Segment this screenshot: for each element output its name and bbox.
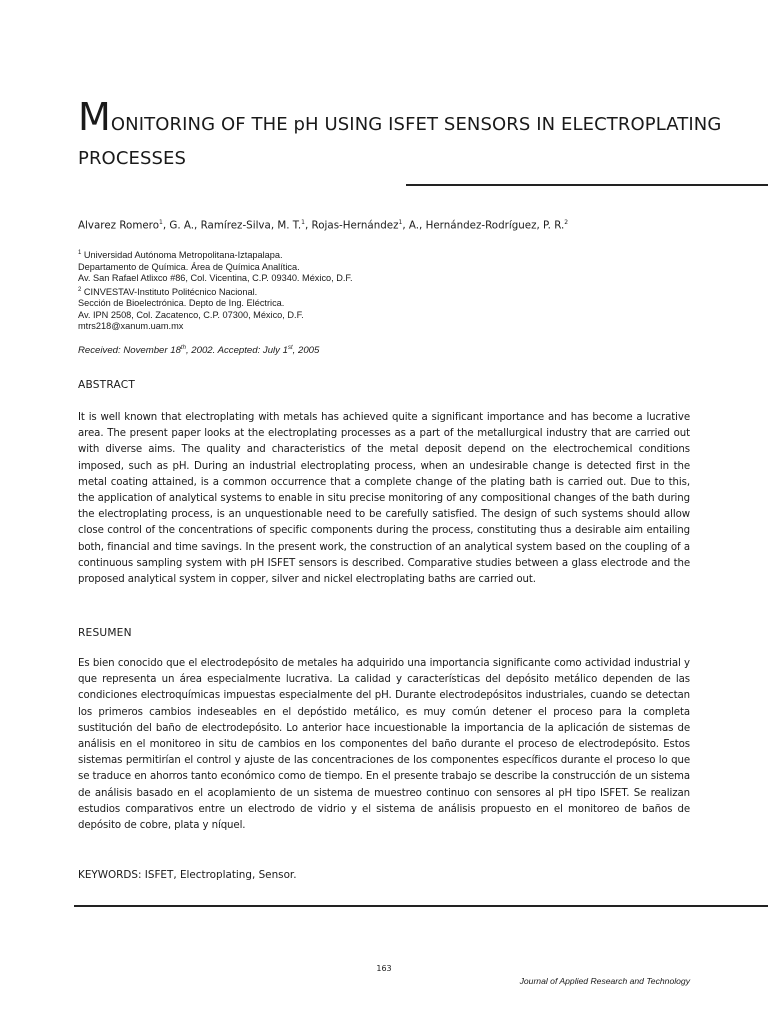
received-text: Received: November 18 [78, 345, 181, 357]
accepted-sup: st [287, 345, 293, 351]
affiliations [78, 248, 738, 333]
received-sup: th [180, 345, 186, 351]
affiliation-line [78, 248, 738, 262]
title-line1: ONITORING OF THE pH USING ISFET SENSORS IN ELECTROPLATING [110, 114, 722, 135]
author-3-sup: 1 [398, 219, 403, 226]
author-1-sup: 1 [159, 219, 163, 226]
affiliation-sup-1: 1 [78, 250, 82, 256]
author-2-sup: 1 [301, 219, 305, 226]
title-drop-cap: M [78, 95, 111, 139]
affiliation-line: Av. San Rafael Atlixco #86, Col. Vicentina, C.P. 09340. México, D.F. [78, 273, 353, 284]
author-4-sup: 2 [564, 219, 569, 226]
author-3: , Rojas-Hernández [304, 219, 399, 232]
resumen-heading: RESUMEN [78, 627, 132, 639]
page-number: 163 [376, 964, 392, 973]
bottom-rule [74, 905, 768, 907]
title-rule [406, 184, 768, 186]
abstract-text: It is well known that electroplating with metals has achieved quite a significant importance and has become a lucrative area. The present paper looks at the electroplating processes as a part of the metallurgical industry that are carried out with diverse aims. The quality and characteristics of the metal deposit depend on the electrochemical conditions imposed, such as pH. During an industrial electroplating process, when an undesirable change is detected first in the metal coating attained, is a common occurrence that a complete change of the plating bath is carried out. Due to this, the application of analytical systems to enable in situ precise monitoring of any compositional changes of the bath during the electroplating process, is an unquestionable need to be carefully satisfied. The design of such systems should allow close control of the concentrations of specific components during the process, constituting thus a desirable aim entailing both, financial and time savings. In the present work, the construction of an analytical system based on the coupling of a continuous sampling system with pH ISFET sensors is described. Comparative studies between a glass electrode and the proposed analytical system in copper, silver and nickel electroplating baths are carried out. [78, 412, 690, 586]
title-line2: PROCESSES [78, 148, 187, 169]
resumen-text: Es bien conocido que el electrodepósito de metales ha adquirido una importancia significante como actividad industrial y que representa un área especialmente lucrativa. La calidad y características del depósito metálico dependen de las condiciones electroquímicas impuestas especialmente del pH. Durante electrodepósitos industriales, cuando se detectan los primeros cambios indeseables en el depóstido metálico, es muy común detener el proceso para la completa sustitución del baño de electrodepósito. Lo anterior hace incuestionable la importancia de la aplicación de sistemas de análisis en el monitoreo in situ de cambios en los componentes del baño durante el proceso de electrodepósito. Estos sistemas permitirían el control y ajuste de las concentraciones de los componentes específicos durante el proceso lo que se traduce en ahorros tanto económico como de tiempo. En el presente trabajo se describe la construcción de un sistema de análisis basado en el acoplamiento de un sistema de muestreo continuo con sensores al pH tipo ISFET. Se realizan estudios comparativos entre un electrodo de vidrio y el sistema de análisis propuesto en el monitoreo de baños de depósito de cobre, plata y níquel. [78, 658, 690, 832]
affiliation-line [78, 285, 738, 299]
affiliation-line: Sección de Bioelectrónica. Depto de Ing. Eléctrica. [78, 298, 285, 309]
author-list [78, 216, 738, 232]
affiliation-text: Universidad Autónoma Metropolitana-Iztapalapa. [81, 250, 283, 261]
abstract-heading: ABSTRACT [78, 379, 135, 391]
affiliation-sup-2: 2 [78, 286, 82, 293]
accepted-year: , 2005 [292, 345, 320, 357]
paper-title [78, 95, 738, 176]
journal-name: Journal of Applied Research and Technology [519, 976, 690, 986]
affiliation-line: Departamento de Química. Área de Química Analítica. [78, 261, 300, 272]
keywords: KEYWORDS: ISFET, Electroplating, Sensor. [78, 869, 297, 881]
contact-email: mtrs218@xanum.uam.mx [78, 321, 184, 332]
affiliation-line: Av. IPN 2508, Col. Zacatenco, C.P. 07300, México, D.F. [78, 309, 304, 320]
received-dates [78, 342, 738, 357]
author-4: , A., Hernández-Rodríguez, P. R. [402, 219, 565, 232]
accepted-text: , 2002. Accepted: July 1 [185, 345, 288, 357]
affiliation-text: CINVESTAV-Instituto Politécnico Nacional. [81, 286, 258, 297]
author-1: Alvarez Romero [78, 219, 159, 232]
author-2: , G. A., Ramírez-Silva, M. T. [162, 219, 302, 232]
